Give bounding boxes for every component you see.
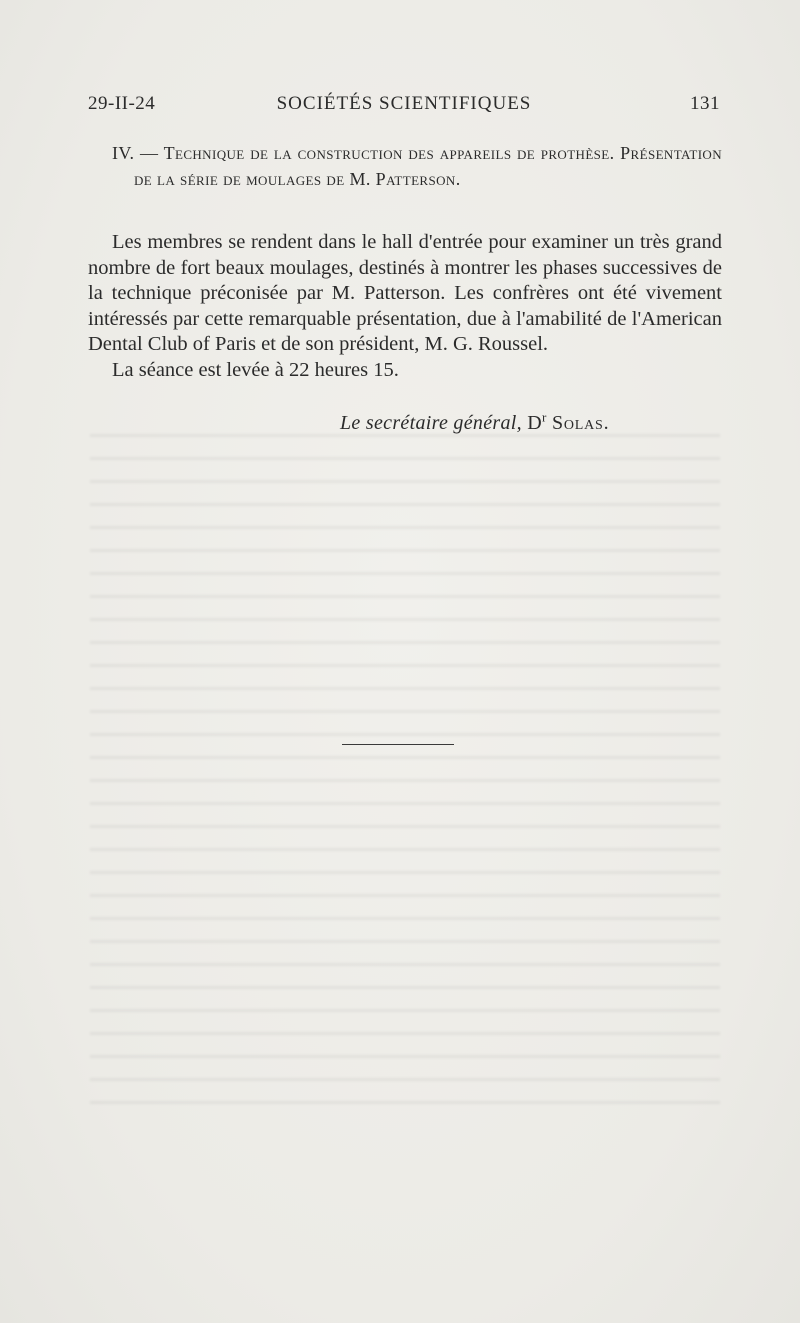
- paragraph: La séance est levée à 22 heures 15.: [112, 358, 399, 381]
- header-title: SOCIÉTÉS SCIENTIFIQUES: [276, 93, 532, 114]
- running-header: [88, 93, 720, 121]
- signature: [340, 409, 610, 435]
- signature-title-sup: r: [542, 409, 547, 425]
- paragraph: Les membres se rendent dans le hall d'entrée pour examiner un très grand nombre de fort beaux moulages, destinés à montrer les phases successives de la technique préconisée par M. Patterson. Les confrères ont été vivement intéressés par cette remarquable présentation, due à l'amabilité de l'American Dental Club of Paris et de son président, M. G. Roussel.: [88, 231, 722, 355]
- section-heading: IV. — Technique de la construction des appareils de prothèse. Présentation de la série de moulages de M. Patterson.: [112, 143, 722, 189]
- signature-title: $D^r$: [527, 409, 547, 434]
- signature-name: Solas.: [551, 412, 610, 434]
- show-through-texture: [90, 420, 720, 1110]
- body-text: [88, 230, 722, 383]
- signature-role: Le secrétaire général,: [340, 412, 522, 434]
- header-date: 29-II-24: [88, 93, 156, 114]
- section-divider: [342, 744, 454, 745]
- page-number: 131: [690, 93, 720, 114]
